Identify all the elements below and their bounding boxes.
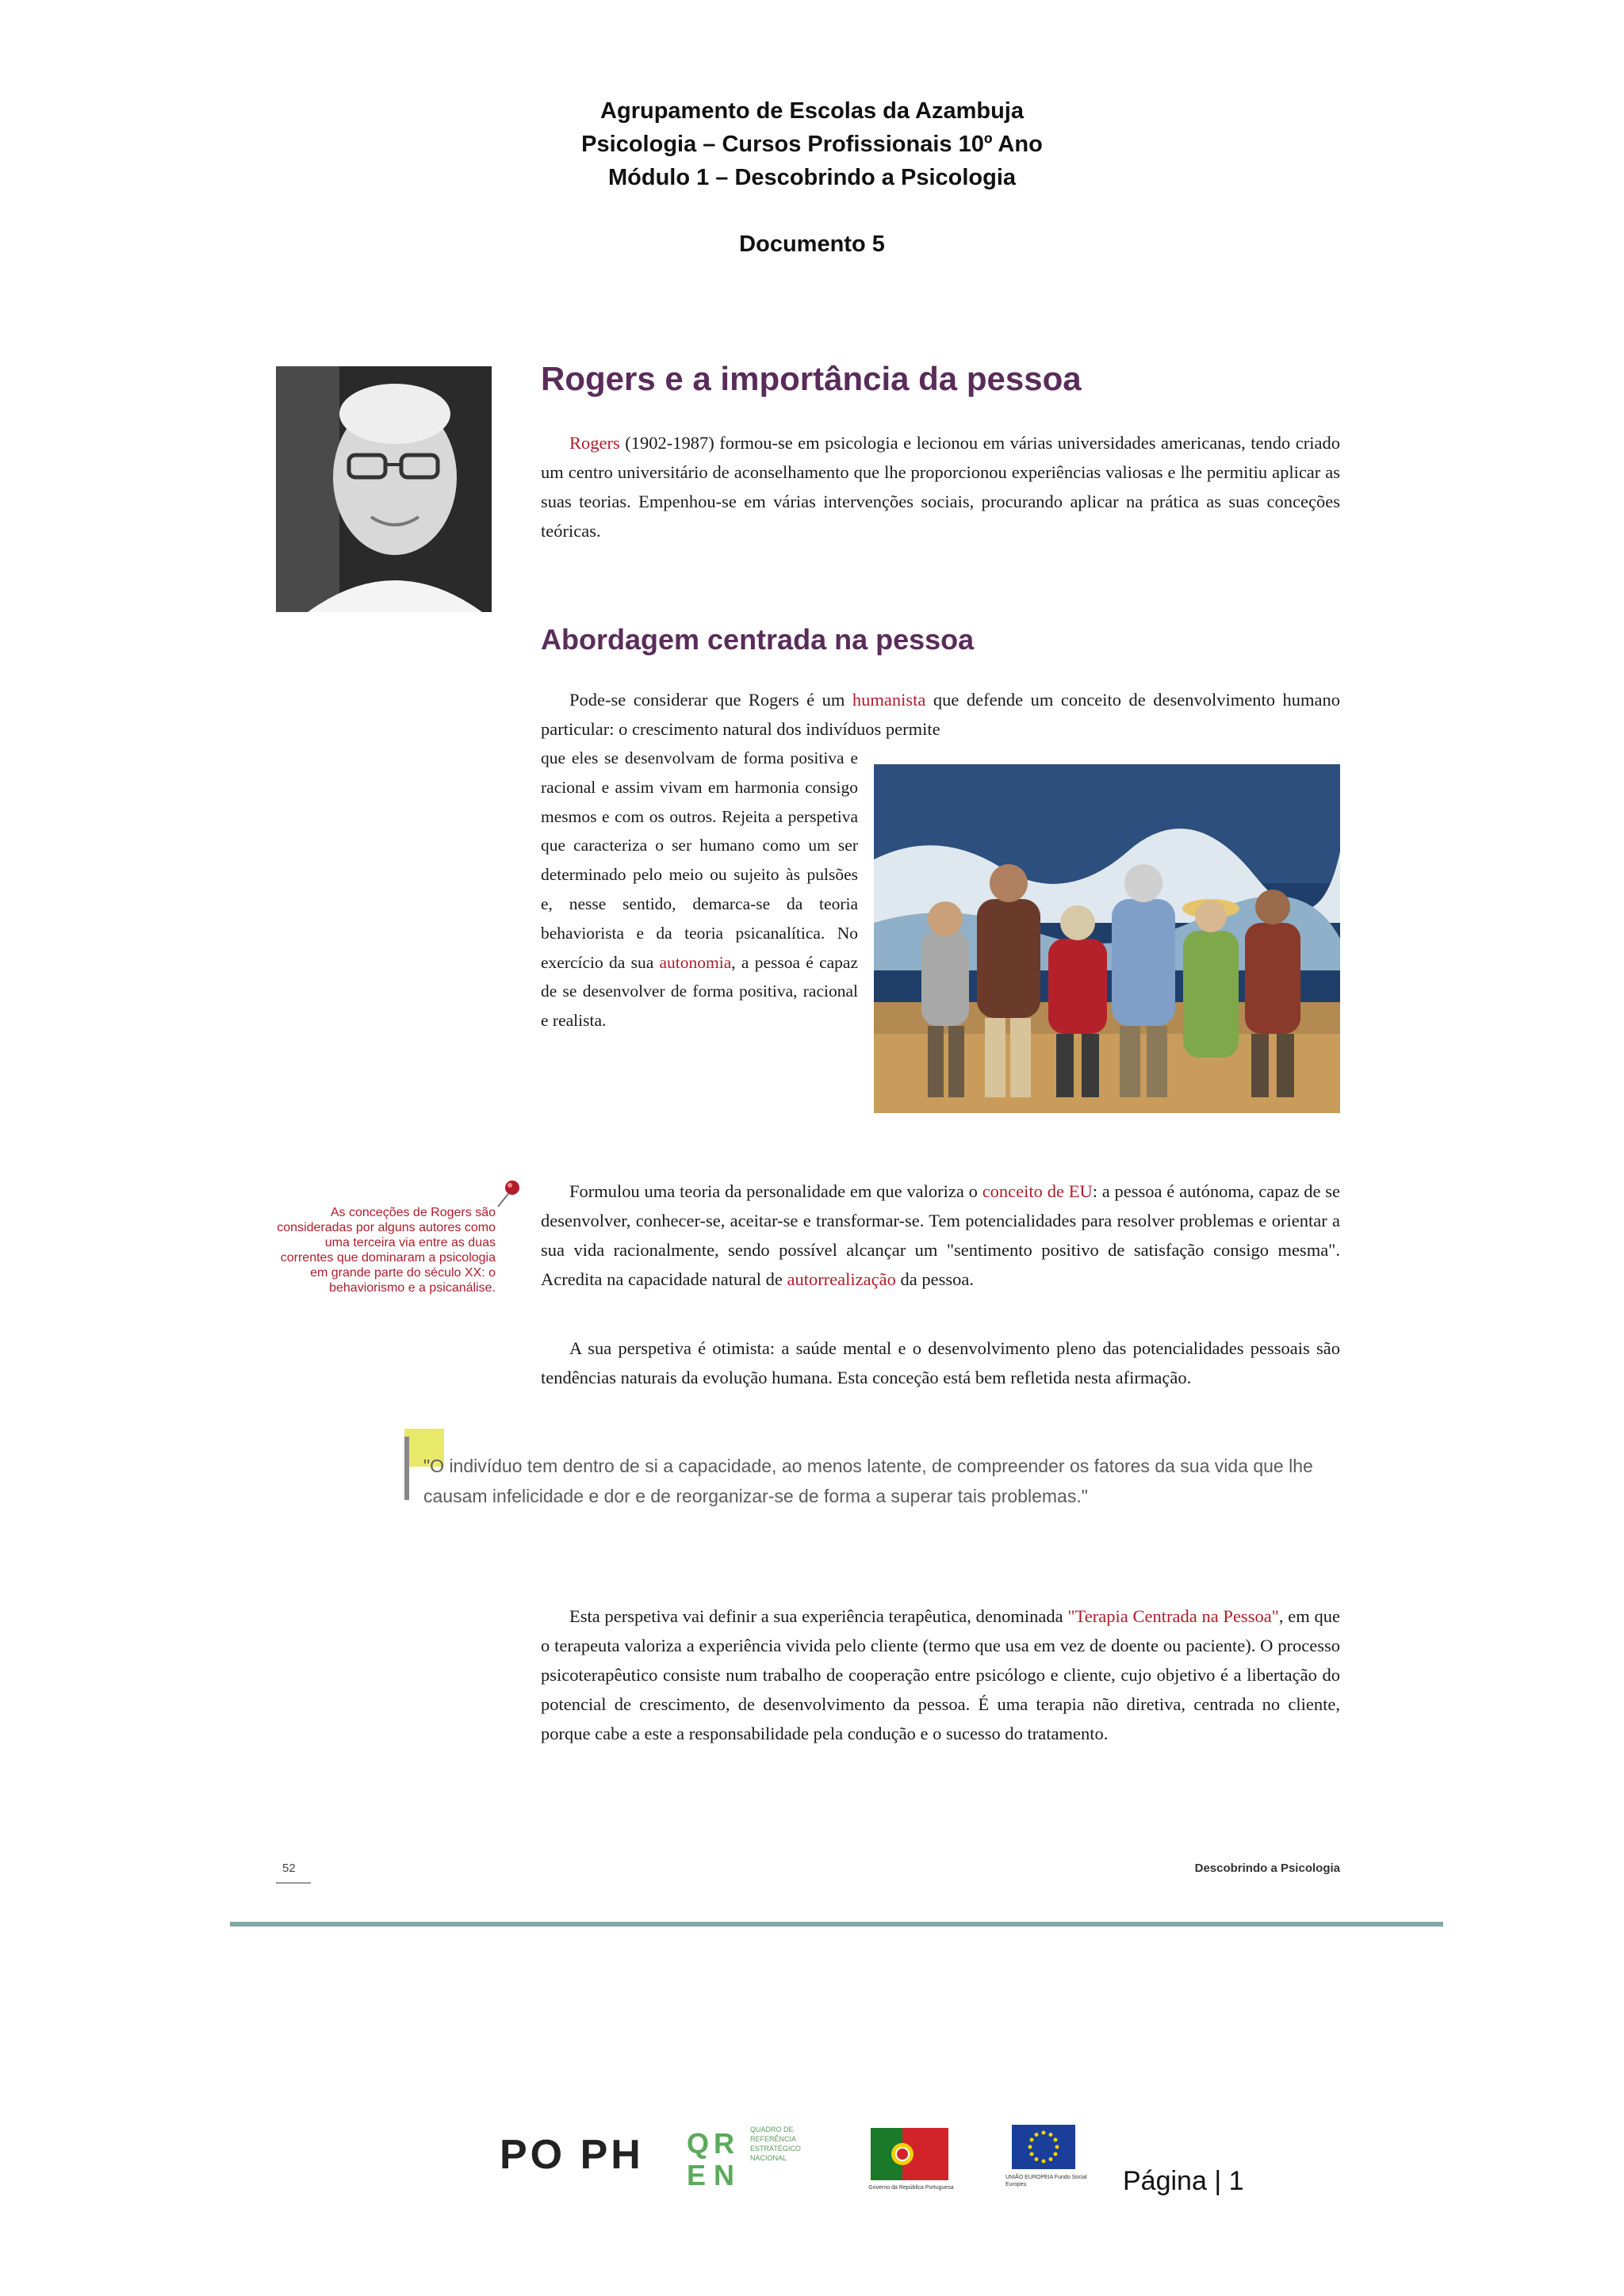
paragraph-self-concept: Formulou uma teoria da personalidade em que valoriza o conceito de EU: a pessoa é autónoma, capaz de se desenvolver, conhecer-se, aceitar-se e transformar-se. Tem potencialidades para resolver problemas e orientar a sua vida racionalmente, sendo possível alcançar um "sentimento positivo de satisfação consigo mesma". Acredita na capacidade natural de autorrealização da pessoa.	[541, 1181, 1340, 1289]
poph-logo: PO PH	[500, 2132, 644, 2178]
quote-bar	[404, 1437, 409, 1500]
paragraph-optimism: A sua perspetiva é otimista: a saúde mental e o desenvolvimento pleno das potencialidades pessoais são tendências naturais da evolução humana. Esta conceção está bem refletida nesta afirmação.	[541, 1338, 1340, 1387]
rogers-quote: "O indivíduo tem dentro de si a capacidade, ao menos latente, de compreender os fatores da sua vida que lhe causam infelicidade e dor e de reorganizar-se de forma a superar tais problemas."	[423, 1456, 1313, 1506]
portugal-flag-icon	[871, 2128, 948, 2180]
eu-flag-icon	[1012, 2125, 1075, 2169]
document-number: Documento 5	[739, 232, 885, 257]
divider-rule	[230, 1922, 1443, 1927]
paragraph-humanist-column: que eles se desenvolvam de forma positiva e racional e assim vivam em harmonia consigo mesmos e com os outros. Rejeita a perspetiva que caracteriza o ser humano como um ser determinado pelo meio ou sujeito às pulsões e, nesse sentido, demarca-se da teoria behaviorista e da teoria psicanalítica. No exercício da sua autonomia, a pessoa é capaz de se desenvolver de forma positiva, racional e realista.	[541, 748, 858, 1031]
svg-text:E: E	[687, 2159, 707, 2188]
svg-text:Q: Q	[687, 2127, 710, 2160]
paragraph-therapy: Esta perspetiva vai definir a sua experiência terapêutica, denominada "Terapia Centrada na Pessoa", em que o terapeuta valoriza a experiência vivida pelo cliente (termo que usa em vez de doente ou paciente). O processo psicoterapêutico consiste num trabalho de cooperação entre psicólogo e cliente, cujo objetivo é a libertação do potencial de crescimento, de desenvolvimento da pessoa. É uma terapia não diretiva, centrada no cliente, porque cabe a este a responsabilidade pela condução e o sucesso do tratamento.	[541, 1606, 1340, 1743]
eu-caption: UNIÃO EUROPEIA Fundo Social Europeu	[1005, 2175, 1087, 2187]
svg-text:N: N	[714, 2159, 734, 2188]
qren-logo	[685, 2125, 749, 2188]
course-name: Psicologia – Cursos Profissionais 10º Ano	[581, 132, 1043, 157]
keyword-autonomia: autonomia	[659, 952, 732, 972]
svg-text:R: R	[714, 2127, 734, 2160]
keyword-terapia: "Terapia Centrada na Pessoa"	[1067, 1606, 1279, 1626]
rogers-name: Rogers	[569, 433, 620, 453]
rogers-portrait	[276, 366, 492, 612]
section-subtitle: Abordagem centrada na pessoa	[541, 623, 975, 656]
page-number-underline	[276, 1882, 311, 1884]
school-name: Agrupamento de Escolas da Azambuja	[600, 98, 1024, 124]
keyword-conceito-de-eu: conceito de EU	[982, 1181, 1093, 1201]
intro-paragraph: Rogers (1902-1987) formou-se em psicologia e lecionou em várias universidades americanas, tendo criado um centro universitário de aconselhamento que lhe proporcionou experiências valiosas e lhe permitiu aplicar as suas teorias. Empenhou-se em várias intervenções sociais, procurando aplicar na prática as suas conceções teóricas.	[541, 433, 1340, 541]
paragraph-humanist: Pode-se considerar que Rogers é um humanista que defende um conceito de desenvolvimento humano particular: o crescimento natural dos indivíduos permite	[541, 690, 1340, 739]
article-title: Rogers e a importância da pessoa	[541, 360, 1082, 397]
page-label: Página | 1	[1123, 2166, 1244, 2196]
pin-icon	[492, 1178, 523, 1210]
group-at-beach-photo	[874, 764, 1340, 1113]
textbook-page	[270, 349, 1364, 1927]
photo-credit	[1344, 373, 1360, 492]
qren-caption: QUADRO DE REFERÊNCIA ESTRATÉGICO NACIONAL	[750, 2126, 801, 2162]
module-name: Módulo 1 – Descobrindo a Psicologia	[607, 165, 1017, 190]
textbook-page-number: 52	[282, 1862, 296, 1875]
government-caption: Governo da República Portuguesa	[868, 2185, 954, 2191]
keyword-autorrealizacao: autorrealização	[787, 1269, 896, 1289]
margin-note: As conceções de Rogers são consideradas por alguns autores como uma terceira via entre as duas correntes que dominaram a psicologia em grande parte do século XX: o behaviorismo e a psicanálise.	[277, 1206, 496, 1295]
textbook-footer-title: Descobrindo a Psicologia	[1194, 1862, 1340, 1875]
keyword-humanista: humanista	[852, 690, 926, 710]
